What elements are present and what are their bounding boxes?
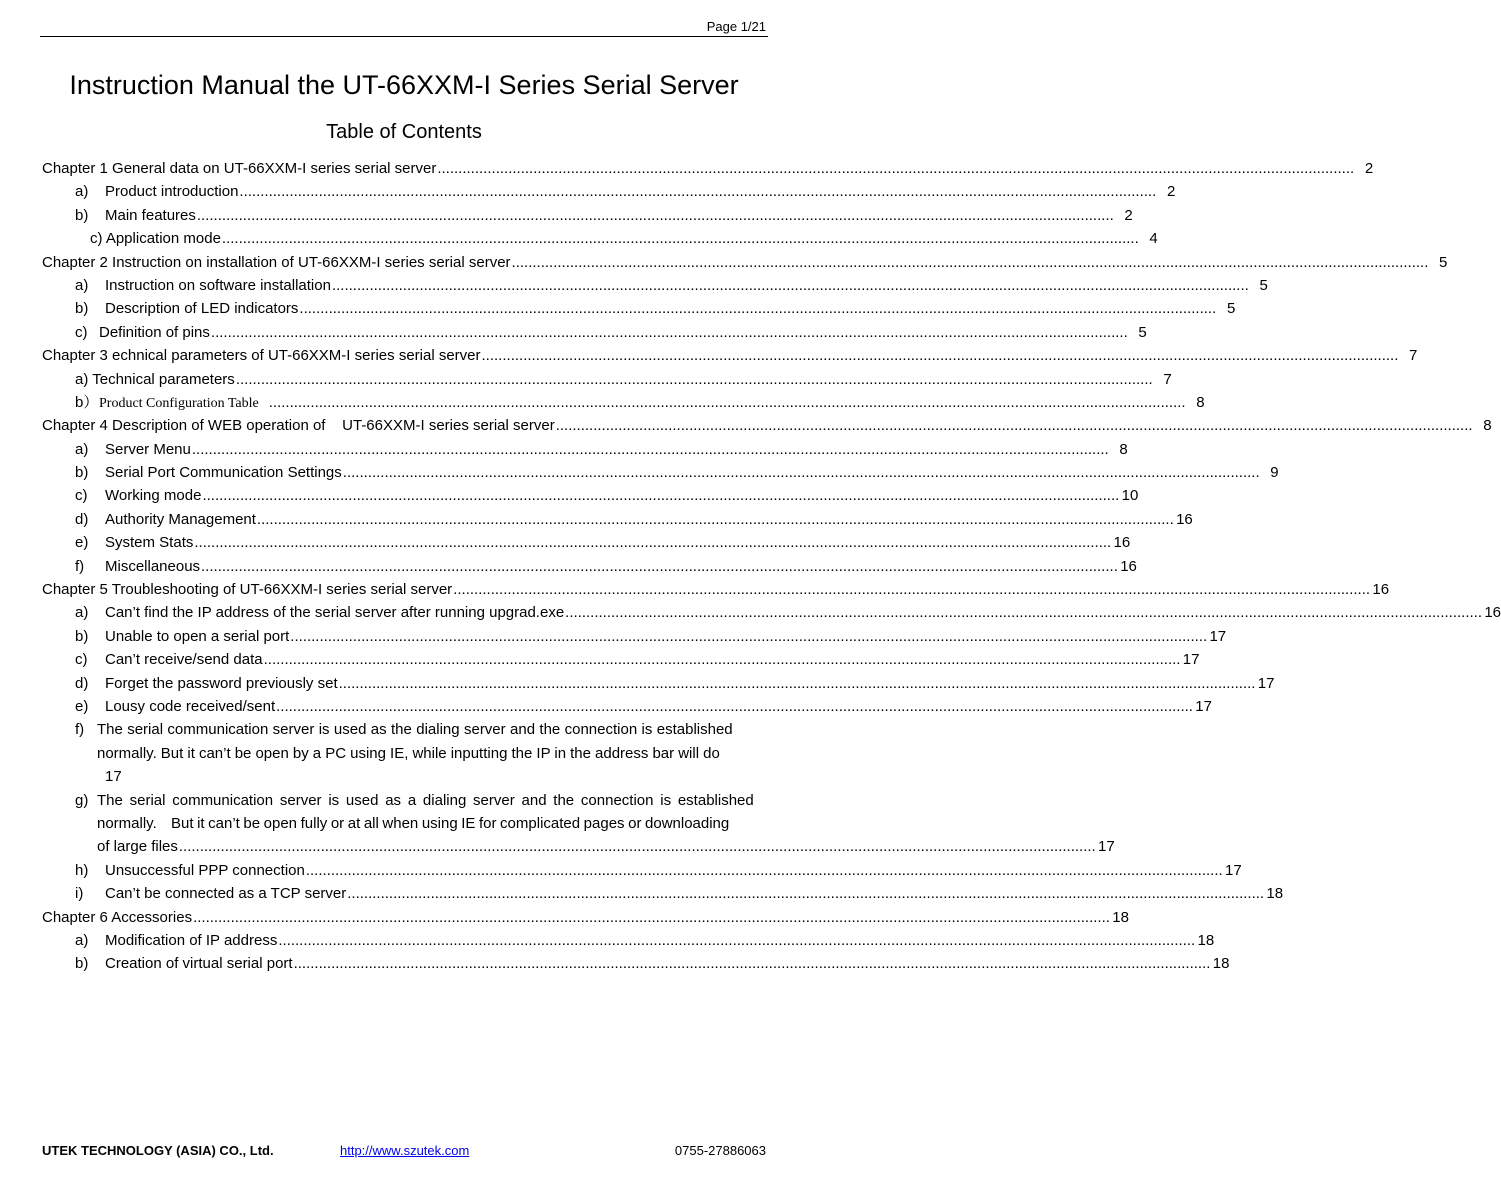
toc-page: 16 [1484, 604, 1501, 622]
footer-website-link[interactable]: http://www.szutek.com [340, 1143, 470, 1158]
toc-page: 17 [1182, 651, 1200, 669]
toc-marker: f) [75, 557, 85, 575]
toc-entry-text: Chapter 6 Accessories [42, 908, 193, 926]
toc-entry-5e[interactable] [42, 695, 1212, 718]
toc-leader [192, 438, 1109, 461]
toc-entry-text: Product introduction [105, 183, 239, 201]
toc-entry-text: Chapter 4 Description of WEB operation of UT-66XXM-I series serial server [42, 417, 555, 435]
toc-entry-4b[interactable] [42, 461, 1279, 484]
toc-page: 2 [1166, 183, 1176, 201]
toc-entry-text: Can’t be connected as a TCP server [105, 885, 347, 903]
toc-leader [339, 672, 1256, 695]
toc-entry-chapter-4[interactable] [42, 414, 1492, 437]
toc-entry-text: Main features [105, 206, 196, 224]
toc-entry-3b[interactable] [42, 391, 1205, 414]
toc-entry-text: Server Menu [105, 440, 191, 458]
toc-leader [276, 695, 1193, 718]
header-rule [40, 36, 768, 37]
toc-entry-chapter-3[interactable] [42, 344, 1418, 367]
toc-entry-text: Creation of virtual serial port [105, 955, 293, 973]
toc-marker: d) [75, 674, 89, 692]
toc-heading: Table of Contents [326, 121, 482, 143]
toc-marker: a) [75, 183, 89, 201]
toc-leader [193, 906, 1110, 929]
toc-page: 16 [1372, 581, 1390, 599]
toc-marker: d) [75, 510, 89, 528]
toc-entry-chapter-5[interactable] [42, 578, 1390, 601]
toc-marker: e) [75, 534, 89, 552]
toc-leader [179, 835, 1096, 858]
toc-leader [294, 952, 1211, 975]
toc-leader [197, 204, 1114, 227]
toc-marker: a) [75, 931, 89, 949]
toc-entry-5b[interactable] [42, 625, 1227, 648]
toc-entry-text: Chapter 1 General data on UT-66XXM-I series serial server [42, 160, 437, 177]
toc-leader [565, 601, 1482, 624]
toc-entry-chapter-1[interactable] [42, 157, 1374, 180]
toc-marker: a) [75, 604, 89, 622]
toc-entry-1a[interactable] [42, 180, 1176, 203]
toc-page: 2 [1124, 206, 1133, 224]
toc-entry-3a[interactable] [42, 368, 1172, 391]
toc-entry-4d[interactable] [42, 508, 1193, 531]
toc-marker: c) [75, 487, 88, 505]
toc-entry-5f[interactable] [42, 718, 765, 788]
toc-page: 5 [1259, 276, 1268, 294]
toc-entry-2a[interactable] [42, 274, 1268, 297]
toc-leader [453, 578, 1370, 601]
toc-leader [264, 648, 1181, 671]
toc-entry-5h[interactable] [42, 859, 1242, 882]
toc-leader [239, 180, 1156, 203]
toc-entry-text-line-2: normally. But it can’t be open fully or at all when using IE for complicated pages or downloading [97, 815, 730, 832]
toc-page: 5 [1138, 323, 1147, 341]
toc-page: 2 [1364, 160, 1374, 177]
toc-entry-text-line-1: The serial communication server is used as the dialing server and the connection is established [97, 721, 733, 739]
toc-marker: a) [75, 440, 89, 458]
toc-entry-4f[interactable] [42, 555, 1137, 578]
toc-leader [211, 321, 1128, 344]
toc-entry-text: Can’t find the IP address of the serial server after running upgrad.exe [105, 604, 565, 622]
toc-marker: f) [75, 721, 85, 739]
toc-page: 8 [1483, 417, 1492, 435]
toc-marker: a) [75, 276, 89, 294]
toc-entry-5a[interactable] [42, 601, 1501, 624]
toc-entry-text: Lousy code received/sent [105, 697, 276, 715]
toc-leader [332, 274, 1249, 297]
toc-leader [194, 531, 1111, 554]
toc-leader [222, 227, 1139, 250]
toc-entry-text: Modification of IP address [105, 931, 278, 949]
toc-page: 18 [1112, 908, 1129, 926]
toc-page: 17 [105, 768, 122, 786]
document-title: Instruction Manual the UT-66XXM-I Series Serial Server [69, 70, 739, 100]
toc-page: 17 [1225, 861, 1242, 879]
toc-entry-text: Forget the password previously set [105, 674, 338, 692]
toc-marker: c) [75, 651, 88, 669]
toc-marker: b) [75, 206, 89, 224]
toc-leader [482, 344, 1399, 367]
toc-page: 5 [1226, 300, 1236, 318]
toc-entry-chapter-6[interactable] [42, 906, 1129, 929]
toc-leader [278, 929, 1195, 952]
toc-leader [437, 157, 1354, 180]
toc-marker: h) [75, 861, 89, 879]
toc-page: 17 [1209, 627, 1227, 645]
toc-entry-text-line-3: of large files [97, 838, 178, 856]
toc-marker: b） [75, 393, 99, 411]
toc-leader [201, 555, 1118, 578]
toc-page: 17 [1098, 838, 1115, 856]
footer-company: UTEK TECHNOLOGY (ASIA) CO., Ltd. [42, 1143, 274, 1158]
toc-entry-text: Description of LED indicators [105, 300, 299, 318]
toc-entry-text: Instruction on software installation [105, 276, 331, 294]
toc-entry-4a[interactable] [42, 438, 1128, 461]
toc-entry-2c[interactable] [42, 321, 1147, 344]
toc-entry-text: Can’t receive/send data [105, 651, 263, 669]
toc-page: 8 [1196, 393, 1205, 411]
toc-marker: e) [75, 697, 89, 715]
toc-page: 17 [1195, 697, 1212, 715]
toc-entry-text: Working mode [105, 487, 202, 505]
toc-entry-5d[interactable] [42, 672, 1275, 695]
toc-entry-text: System Stats [105, 534, 194, 552]
toc-entry-5c[interactable] [42, 648, 1200, 671]
toc-entry-text: c) Application mode [90, 230, 221, 248]
toc-marker: g) [75, 791, 89, 809]
toc-entry-text: Serial Port Communication Settings [105, 464, 342, 482]
toc-entry-6b[interactable] [42, 952, 1230, 975]
toc-entry-text-line-2: normally. But it can’t be open by a PC using IE, while inputting the IP in the address bar will do [97, 744, 720, 762]
toc-page: 5 [1439, 253, 1448, 271]
toc-page: 4 [1149, 230, 1158, 248]
toc-entry-5g[interactable] [42, 789, 1115, 859]
toc-entry-2b[interactable] [42, 297, 1236, 320]
toc-leader [236, 368, 1153, 391]
toc-entry-1b[interactable] [42, 204, 1133, 227]
toc-entry-1c[interactable] [42, 227, 1158, 250]
toc-entry-text: Chapter 3 echnical parameters of UT-66XXM-I series serial server [42, 347, 481, 365]
toc-marker: b) [75, 627, 89, 645]
toc-page: 16 [1176, 510, 1193, 528]
toc-entry-text: a) Technical parameters [75, 370, 235, 388]
toc-leader [347, 882, 1264, 905]
toc-page: 17 [1257, 674, 1275, 692]
toc-page: 10 [1121, 487, 1139, 505]
toc-marker: i) [75, 885, 84, 903]
toc-page: 8 [1119, 440, 1128, 458]
toc-page: 18 [1197, 931, 1215, 949]
page-number: Page 1/21 [706, 19, 766, 34]
toc-leader [269, 391, 1186, 414]
toc-entry-4e[interactable] [42, 531, 1131, 554]
toc-page: 16 [1113, 534, 1131, 552]
toc-leader [556, 414, 1473, 437]
toc-page: 18 [1212, 955, 1230, 973]
toc-leader [306, 859, 1223, 882]
toc-entry-text: Chapter 2 Instruction on installation of UT-66XXM-I series serial server [42, 253, 511, 271]
toc-marker: b) [75, 464, 89, 482]
toc-entry-6a[interactable] [42, 929, 1215, 952]
toc-leader [512, 251, 1429, 274]
toc-entry-4c[interactable] [42, 484, 1139, 507]
toc-entry-text: Unable to open a serial port [105, 627, 290, 645]
toc-leader [257, 508, 1174, 531]
footer-phone: 0755-27886063 [674, 1143, 766, 1158]
toc-marker: c) [75, 323, 88, 341]
toc-page: 7 [1409, 347, 1418, 365]
toc-page: 18 [1266, 885, 1284, 903]
toc-leader [202, 484, 1119, 507]
toc-marker: b) [75, 300, 89, 318]
toc-entry-text: Definition of pins [99, 323, 210, 341]
toc-page: 16 [1120, 557, 1137, 575]
toc-marker: b) [75, 955, 89, 973]
table-of-contents [42, 157, 1501, 976]
toc-leader [343, 461, 1260, 484]
toc-leader [299, 297, 1216, 320]
toc-entry-text: Unsuccessful PPP connection [105, 861, 305, 879]
toc-entry-text: Product Configuration Table [99, 395, 259, 411]
toc-entry-text: Authority Management [105, 510, 256, 528]
toc-entry-text-line-1: The serial communication server is used as a dialing server and the connection is established [97, 791, 754, 809]
toc-entry-text: Chapter 5 Troubleshooting of UT-66XXM-I series serial server [42, 581, 453, 599]
toc-entry-text: Miscellaneous [105, 557, 201, 575]
toc-leader [290, 625, 1207, 648]
toc-page: 7 [1163, 370, 1172, 388]
toc-page: 9 [1270, 464, 1279, 482]
toc-entry-chapter-2[interactable] [42, 251, 1448, 274]
toc-entry-5i[interactable] [42, 882, 1284, 905]
